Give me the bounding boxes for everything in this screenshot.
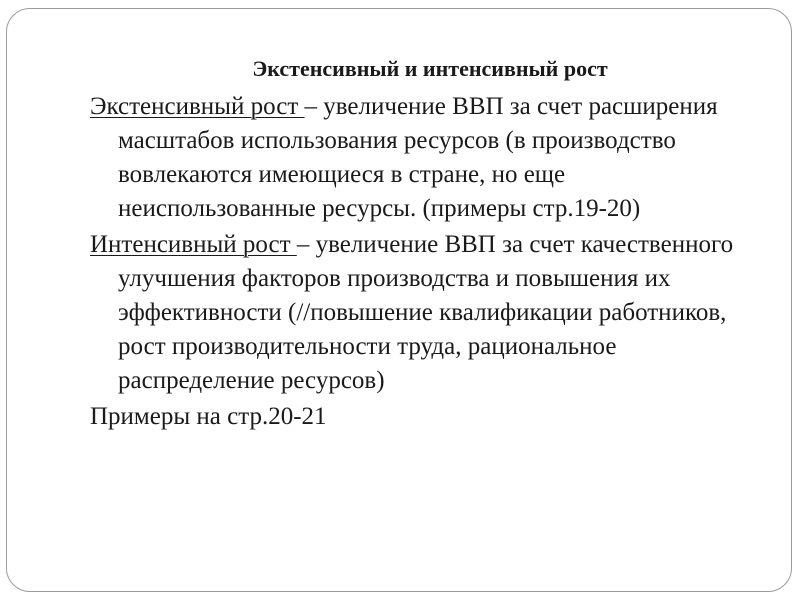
definition-intensive-growth: – увеличение ВВП за счет качественного улучшения факторов производства и повышения их эффективности (//повышение квалификации работников, рост производительности труда, рациональное распределение ресурсов): [118, 231, 734, 394]
term-intensive-growth: Интенсивный рост: [90, 231, 297, 258]
term-extensive-growth: Экстенсивный рост: [90, 93, 305, 120]
definition-extensive-growth: – увеличение ВВП за счет расширения масштабов использования ресурсов (в производство вовлекаются имеющиеся в стране, но еще неиспользованные ресурсы. (примеры стр.19-20): [118, 93, 718, 222]
slide-content: [90, 52, 762, 434]
slide-title: Экстенсивный и интенсивный рост: [252, 56, 608, 81]
paragraph-extensive-growth: [90, 90, 762, 226]
paragraph-intensive-growth: [90, 228, 762, 398]
examples-reference: Примеры на стр.20-21: [90, 403, 327, 430]
